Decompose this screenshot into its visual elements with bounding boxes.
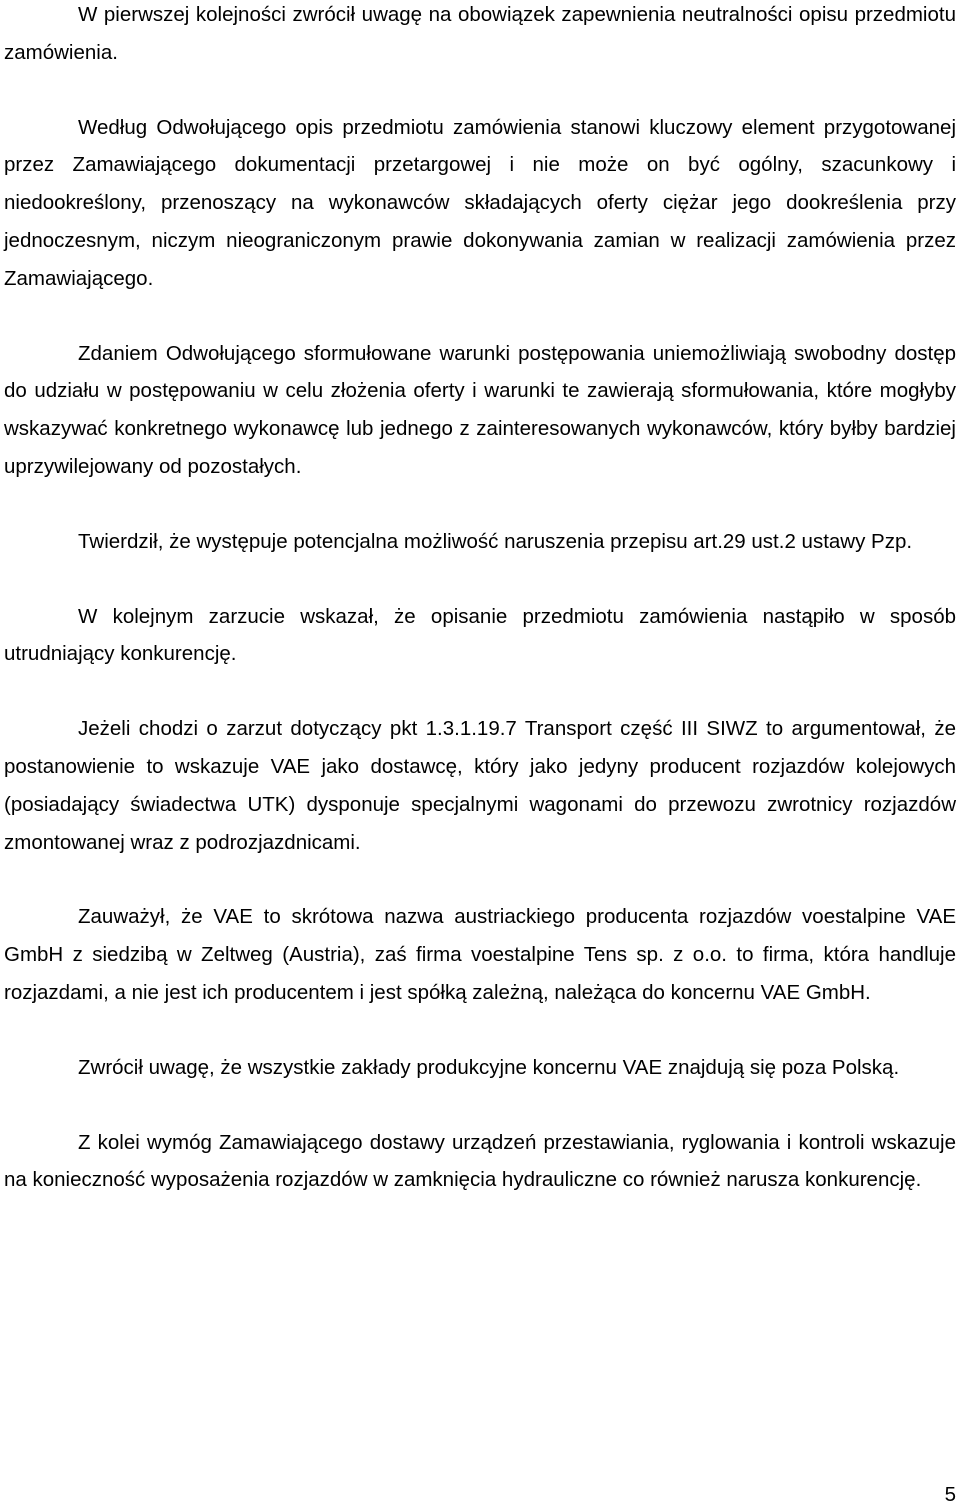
page-number: 5 xyxy=(944,1483,956,1506)
paragraph-9: Z kolei wymóg Zamawiającego dostawy urządzeń przestawiania, ryglowania i kontroli wskazuje na konieczność wyposażenia rozjazdów w zamknięcia hydrauliczne co również narusza konkurencję. xyxy=(4,1130,956,1192)
paragraph-2: Według Odwołującego opis przedmiotu zamówienia stanowi kluczowy element przygotowanej przez Zamawiającego dokumentacji przetargowej i nie może on być ogólny, szacunkowy i niedookreślony, przenoszący na wykonawców składających oferty ciężar jego dookreślenia przy jednoczesnym, niczym nieograniczonym prawie dokonywania zamian w realizacji zamówienia przez Zamawiającego. xyxy=(4,115,956,290)
paragraph-8: Zwrócił uwagę, że wszystkie zakłady produkcyjne koncernu VAE znajdują się poza Polską. xyxy=(78,1055,900,1079)
paragraph-3: Zdaniem Odwołującego sformułowane warunki postępowania uniemożliwiają swobodny dostęp do udziału w postępowaniu w celu złożenia oferty i warunki te zawierają sformułowania, które mogłyby wskazywać konkretnego wykonawcę lub jednego z zainteresowanych wykonawców, który byłby bardziej uprzywilejowany od pozostałych. xyxy=(4,341,956,478)
paragraph-4: Twierdził, że występuje potencjalna możliwość naruszenia przepisu art.29 ust.2 ustawy Pzp. xyxy=(78,529,913,553)
paragraph-6: Jeżeli chodzi o zarzut dotyczący pkt 1.3.1.19.7 Transport część III SIWZ to argumentował, że postanowienie to wskazuje VAE jako dostawcę, który jako jedyny producent rozjazdów kolejowych (posiadający świadectwa UTK) dysponuje specjalnymi wagonami do przewozu zwrotnicy rozjazdów zmontowanej wraz z podrozjazdnicami. xyxy=(4,717,956,854)
paragraph-5: W kolejnym zarzucie wskazał, że opisanie przedmiotu zamówienia nastąpiło w sposób utrudniający konkurencję. xyxy=(4,604,956,666)
paragraph-1: W pierwszej kolejności zwrócił uwagę na obowiązek zapewnienia neutralności opisu przedmiotu zamówienia. xyxy=(4,3,956,64)
paragraph-7: Zauważył, że VAE to skrótowa nazwa austriackiego producenta rozjazdów voestalpine VAE GmbH z siedzibą w Zeltweg (Austria), zaś firma voestalpine Tens sp. z o.o. to firma, która handluje rozjazdami, a nie jest ich producentem i jest spółką zależną, należąca do koncernu VAE GmbH. xyxy=(4,905,956,1004)
document-page xyxy=(4,0,956,1199)
